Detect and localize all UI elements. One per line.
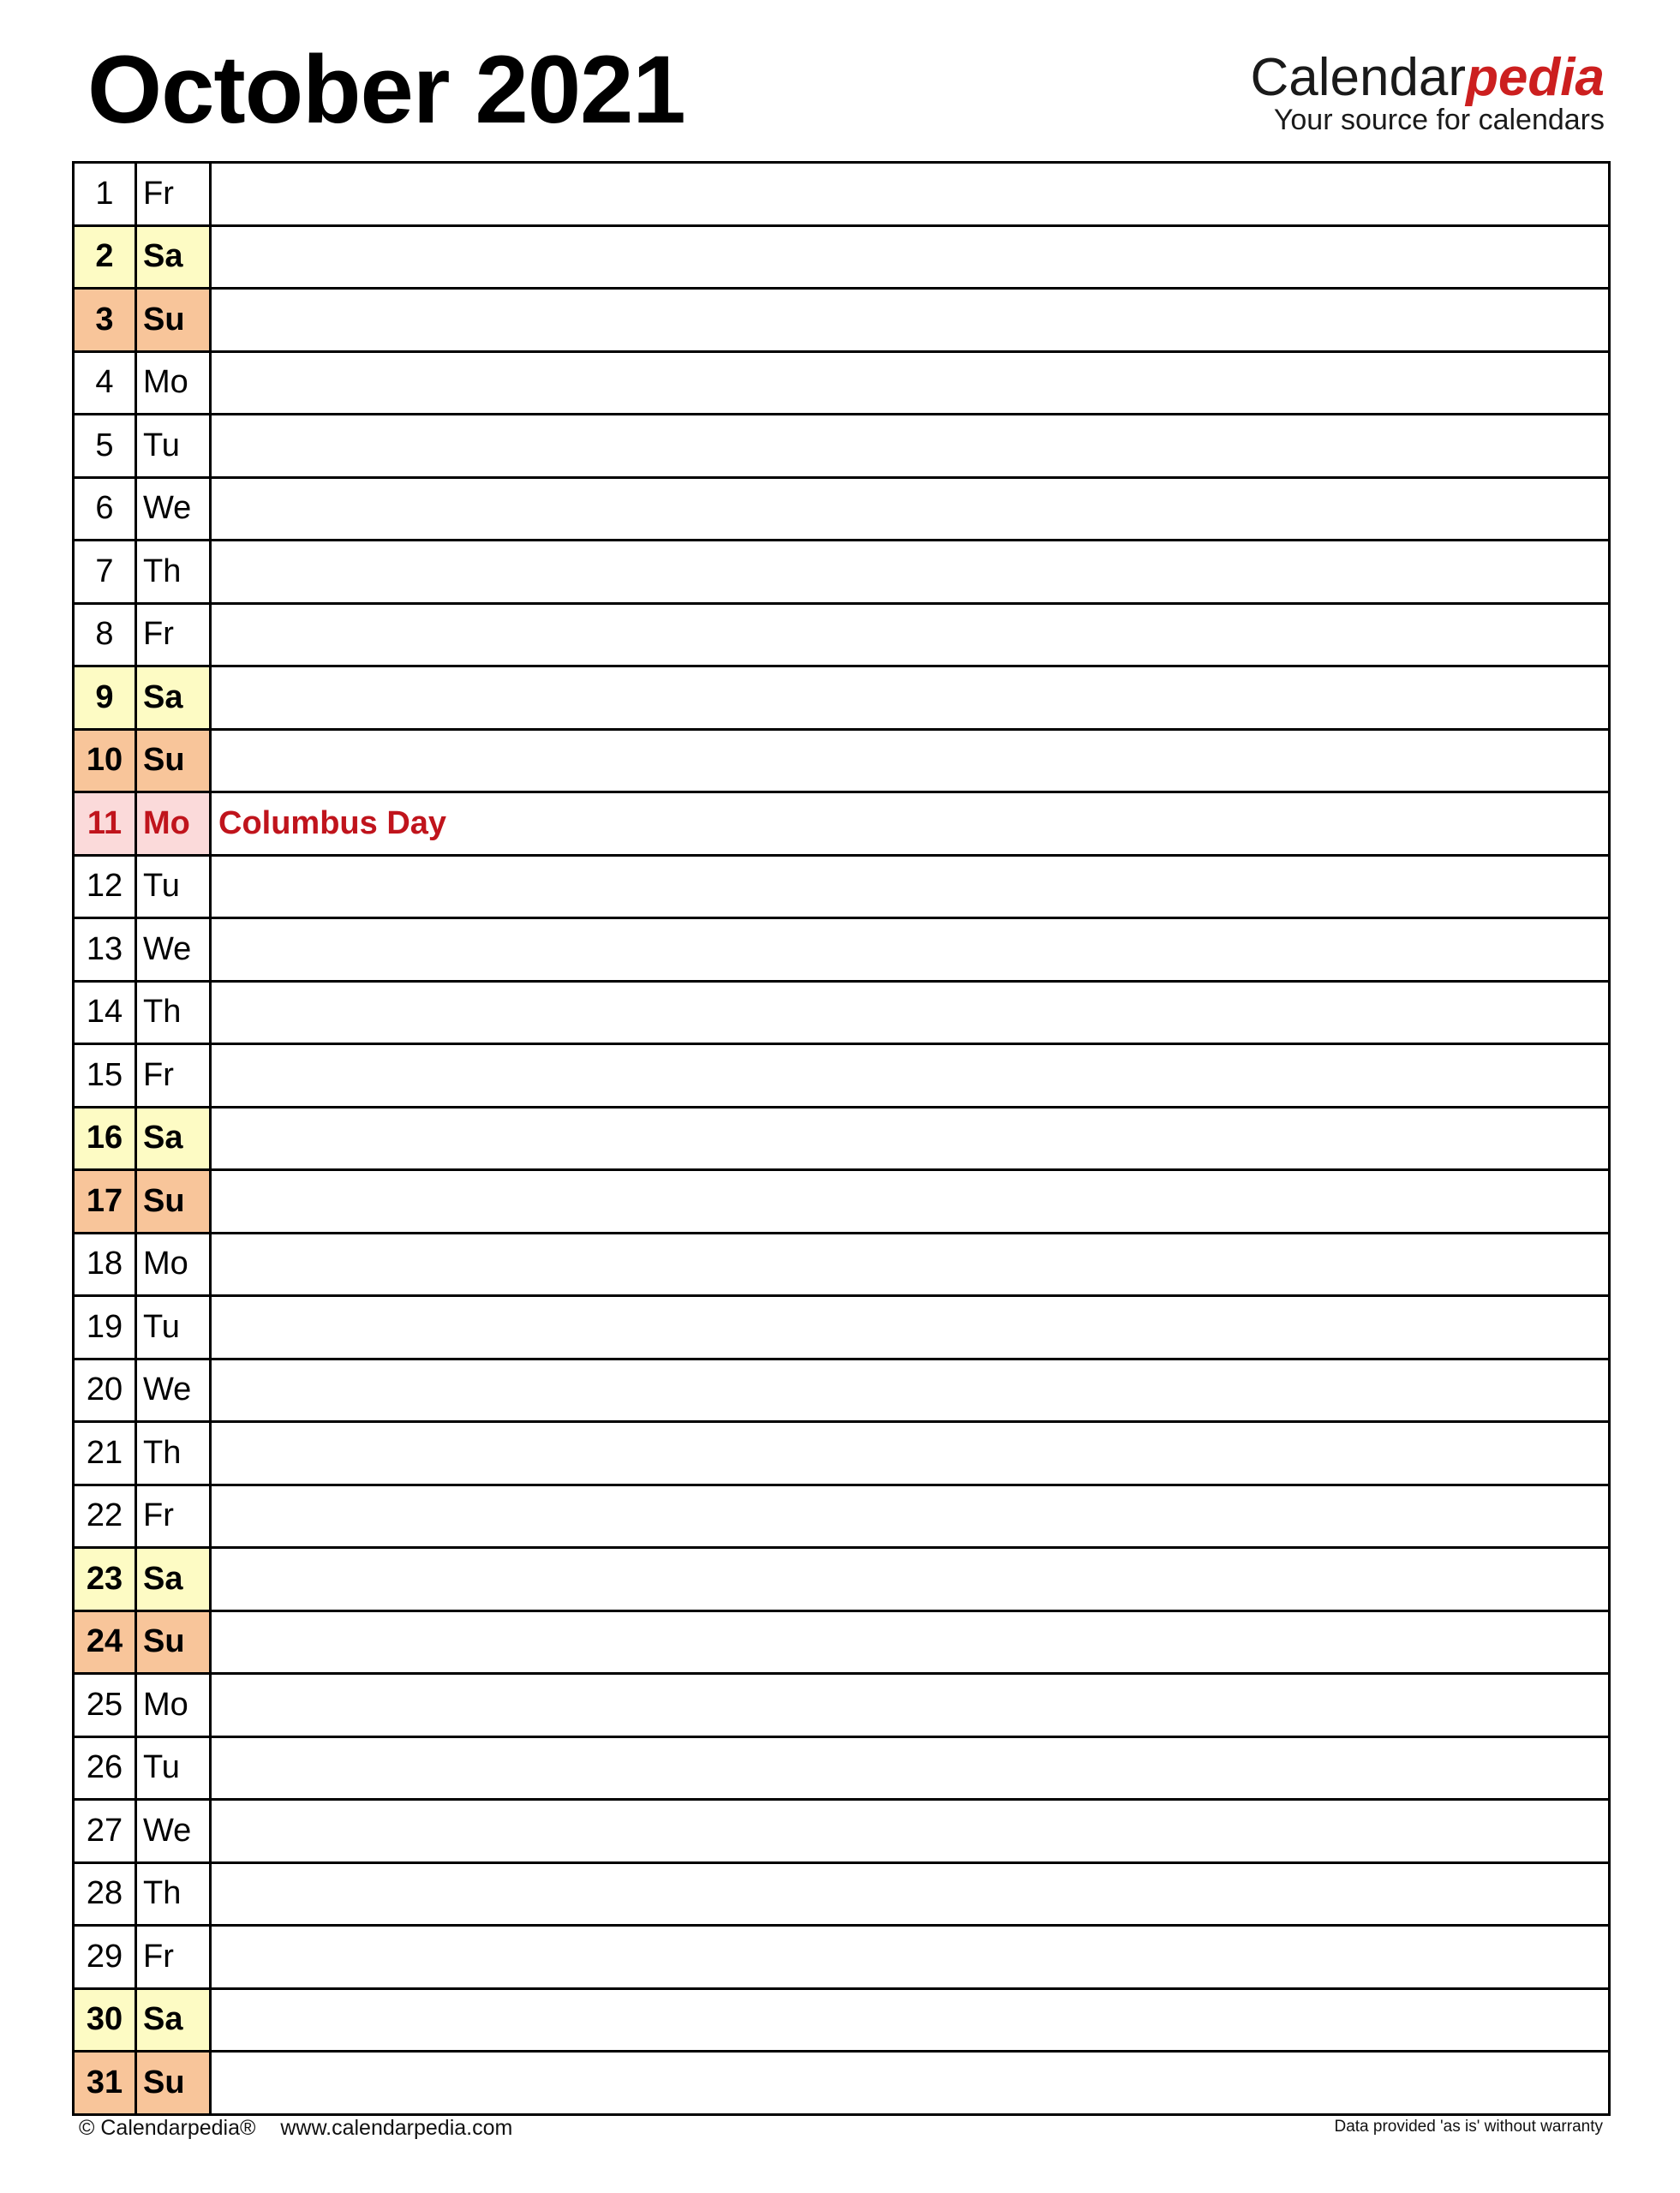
day-number: 15 [75, 1045, 137, 1106]
day-note-cell[interactable] [212, 415, 1608, 476]
day-note-cell[interactable] [212, 983, 1608, 1043]
weekday-label: Tu [137, 857, 212, 917]
day-note-cell[interactable] [212, 1801, 1608, 1861]
day-note-cell[interactable] [212, 1045, 1608, 1106]
weekday-label: Su [137, 1171, 212, 1232]
weekday-label: Fr [137, 605, 212, 666]
day-number: 26 [75, 1738, 137, 1799]
calendar-grid [72, 161, 1611, 2116]
day-number: 6 [75, 479, 137, 540]
day-row [75, 290, 1608, 353]
day-number: 31 [75, 2053, 137, 2113]
day-number: 17 [75, 1171, 137, 1232]
weekday-label: Fr [137, 164, 212, 224]
weekday-label: Mo [137, 1234, 212, 1295]
day-number: 9 [75, 667, 137, 728]
footer-left [79, 2116, 512, 2141]
weekday-label: Mo [137, 793, 212, 854]
day-row [75, 793, 1608, 857]
day-note-cell[interactable] [212, 1864, 1608, 1925]
copyright-text: © Calendarpedia® [79, 2116, 256, 2140]
day-number: 2 [75, 227, 137, 288]
day-number: 22 [75, 1486, 137, 1547]
day-row [75, 857, 1608, 920]
weekday-label: Th [137, 541, 212, 602]
day-row [75, 1171, 1608, 1234]
weekday-label: Fr [137, 1927, 212, 1987]
day-row [75, 541, 1608, 605]
weekday-label: Sa [137, 1108, 212, 1169]
day-note-cell[interactable] [212, 1612, 1608, 1673]
day-row [75, 164, 1608, 227]
day-row [75, 1864, 1608, 1927]
day-row [75, 1738, 1608, 1802]
day-number: 5 [75, 415, 137, 476]
weekday-label: Tu [137, 1297, 212, 1358]
day-note-cell[interactable] [212, 1423, 1608, 1484]
day-note-cell[interactable] [212, 1927, 1608, 1987]
weekday-label: Tu [137, 1738, 212, 1799]
weekday-label: Mo [137, 353, 212, 414]
day-note-cell[interactable] [212, 227, 1608, 288]
day-number: 28 [75, 1864, 137, 1925]
day-row [75, 1423, 1608, 1486]
day-note-cell[interactable] [212, 1990, 1608, 2051]
day-row [75, 1297, 1608, 1360]
day-number: 24 [75, 1612, 137, 1673]
weekday-label: Th [137, 983, 212, 1043]
day-number: 25 [75, 1675, 137, 1736]
day-row [75, 1801, 1608, 1864]
day-row [75, 227, 1608, 290]
day-number: 20 [75, 1360, 137, 1421]
day-number: 11 [75, 793, 137, 854]
day-row [75, 1612, 1608, 1676]
day-note-cell[interactable] [212, 1297, 1608, 1358]
day-number: 8 [75, 605, 137, 666]
day-note-cell[interactable] [212, 1108, 1608, 1169]
day-number: 27 [75, 1801, 137, 1861]
weekday-label: Tu [137, 415, 212, 476]
day-note-cell[interactable] [212, 1486, 1608, 1547]
day-number: 12 [75, 857, 137, 917]
brand-tagline: Your source for calendars [1273, 104, 1605, 136]
day-number: 7 [75, 541, 137, 602]
day-note-cell[interactable] [212, 731, 1608, 792]
day-note-cell[interactable] [212, 353, 1608, 414]
weekday-label: Fr [137, 1045, 212, 1106]
day-number: 3 [75, 290, 137, 350]
weekday-label: Sa [137, 667, 212, 728]
day-note-cell[interactable] [212, 541, 1608, 602]
day-row [75, 1486, 1608, 1550]
day-row [75, 1108, 1608, 1172]
day-row [75, 1990, 1608, 2053]
website-link[interactable]: www.calendarpedia.com [280, 2116, 513, 2140]
weekday-label: Su [137, 290, 212, 350]
weekday-label: Th [137, 1423, 212, 1484]
weekday-label: We [137, 1801, 212, 1861]
day-row [75, 1675, 1608, 1738]
day-row [75, 1927, 1608, 1990]
day-row [75, 1234, 1608, 1298]
day-row [75, 2053, 1608, 2113]
day-number: 4 [75, 353, 137, 414]
weekday-label: We [137, 919, 212, 980]
day-number: 1 [75, 164, 137, 224]
weekday-label: Su [137, 731, 212, 792]
day-note-cell[interactable] [212, 164, 1608, 224]
day-number: 29 [75, 1927, 137, 1987]
day-note-cell[interactable]: Columbus Day [218, 804, 447, 841]
weekday-label: We [137, 479, 212, 540]
disclaimer-text: Data provided 'as is' without warranty [1334, 2118, 1603, 2136]
day-row [75, 479, 1608, 542]
day-row [75, 353, 1608, 416]
day-row [75, 1360, 1608, 1424]
day-note-cell[interactable] [212, 1360, 1608, 1421]
day-number: 30 [75, 1990, 137, 2051]
day-note-cell[interactable] [212, 857, 1608, 917]
day-note-cell[interactable] [212, 290, 1608, 350]
day-note-cell[interactable] [212, 667, 1608, 728]
day-number: 23 [75, 1549, 137, 1610]
day-note-cell[interactable] [212, 479, 1608, 540]
day-note-cell[interactable] [212, 1549, 1608, 1610]
weekday-label: Su [137, 1612, 212, 1673]
weekday-label: Su [137, 2053, 212, 2113]
day-number: 16 [75, 1108, 137, 1169]
day-note-cell[interactable] [212, 1675, 1608, 1736]
day-row [75, 1549, 1608, 1612]
weekday-label: Sa [137, 1549, 212, 1610]
page-title: October 2021 [87, 36, 685, 143]
day-row [75, 1045, 1608, 1108]
brand-name [1250, 50, 1605, 106]
brand-name-accent: pedia [1466, 48, 1605, 107]
day-row [75, 983, 1608, 1046]
weekday-label: Th [137, 1864, 212, 1925]
day-note-cell[interactable] [212, 605, 1608, 666]
brand-logo[interactable] [1250, 50, 1605, 135]
day-row [75, 667, 1608, 731]
day-number: 14 [75, 983, 137, 1043]
weekday-label: Fr [137, 1486, 212, 1547]
day-number: 21 [75, 1423, 137, 1484]
weekday-label: Sa [137, 227, 212, 288]
day-row [75, 731, 1608, 794]
day-note-cell[interactable] [212, 1234, 1608, 1295]
day-row [75, 919, 1608, 983]
day-row [75, 605, 1608, 668]
day-number: 18 [75, 1234, 137, 1295]
brand-name-main: Calendar [1250, 48, 1467, 107]
day-row [75, 415, 1608, 479]
day-number: 13 [75, 919, 137, 980]
weekday-label: Mo [137, 1675, 212, 1736]
day-number: 19 [75, 1297, 137, 1358]
weekday-label: We [137, 1360, 212, 1421]
day-number: 10 [75, 731, 137, 792]
day-note-cell[interactable] [212, 919, 1608, 980]
weekday-label: Sa [137, 1990, 212, 2051]
day-note-cell[interactable] [212, 1738, 1608, 1799]
day-note-cell[interactable] [212, 1171, 1608, 1232]
day-note-cell[interactable] [212, 2053, 1608, 2113]
